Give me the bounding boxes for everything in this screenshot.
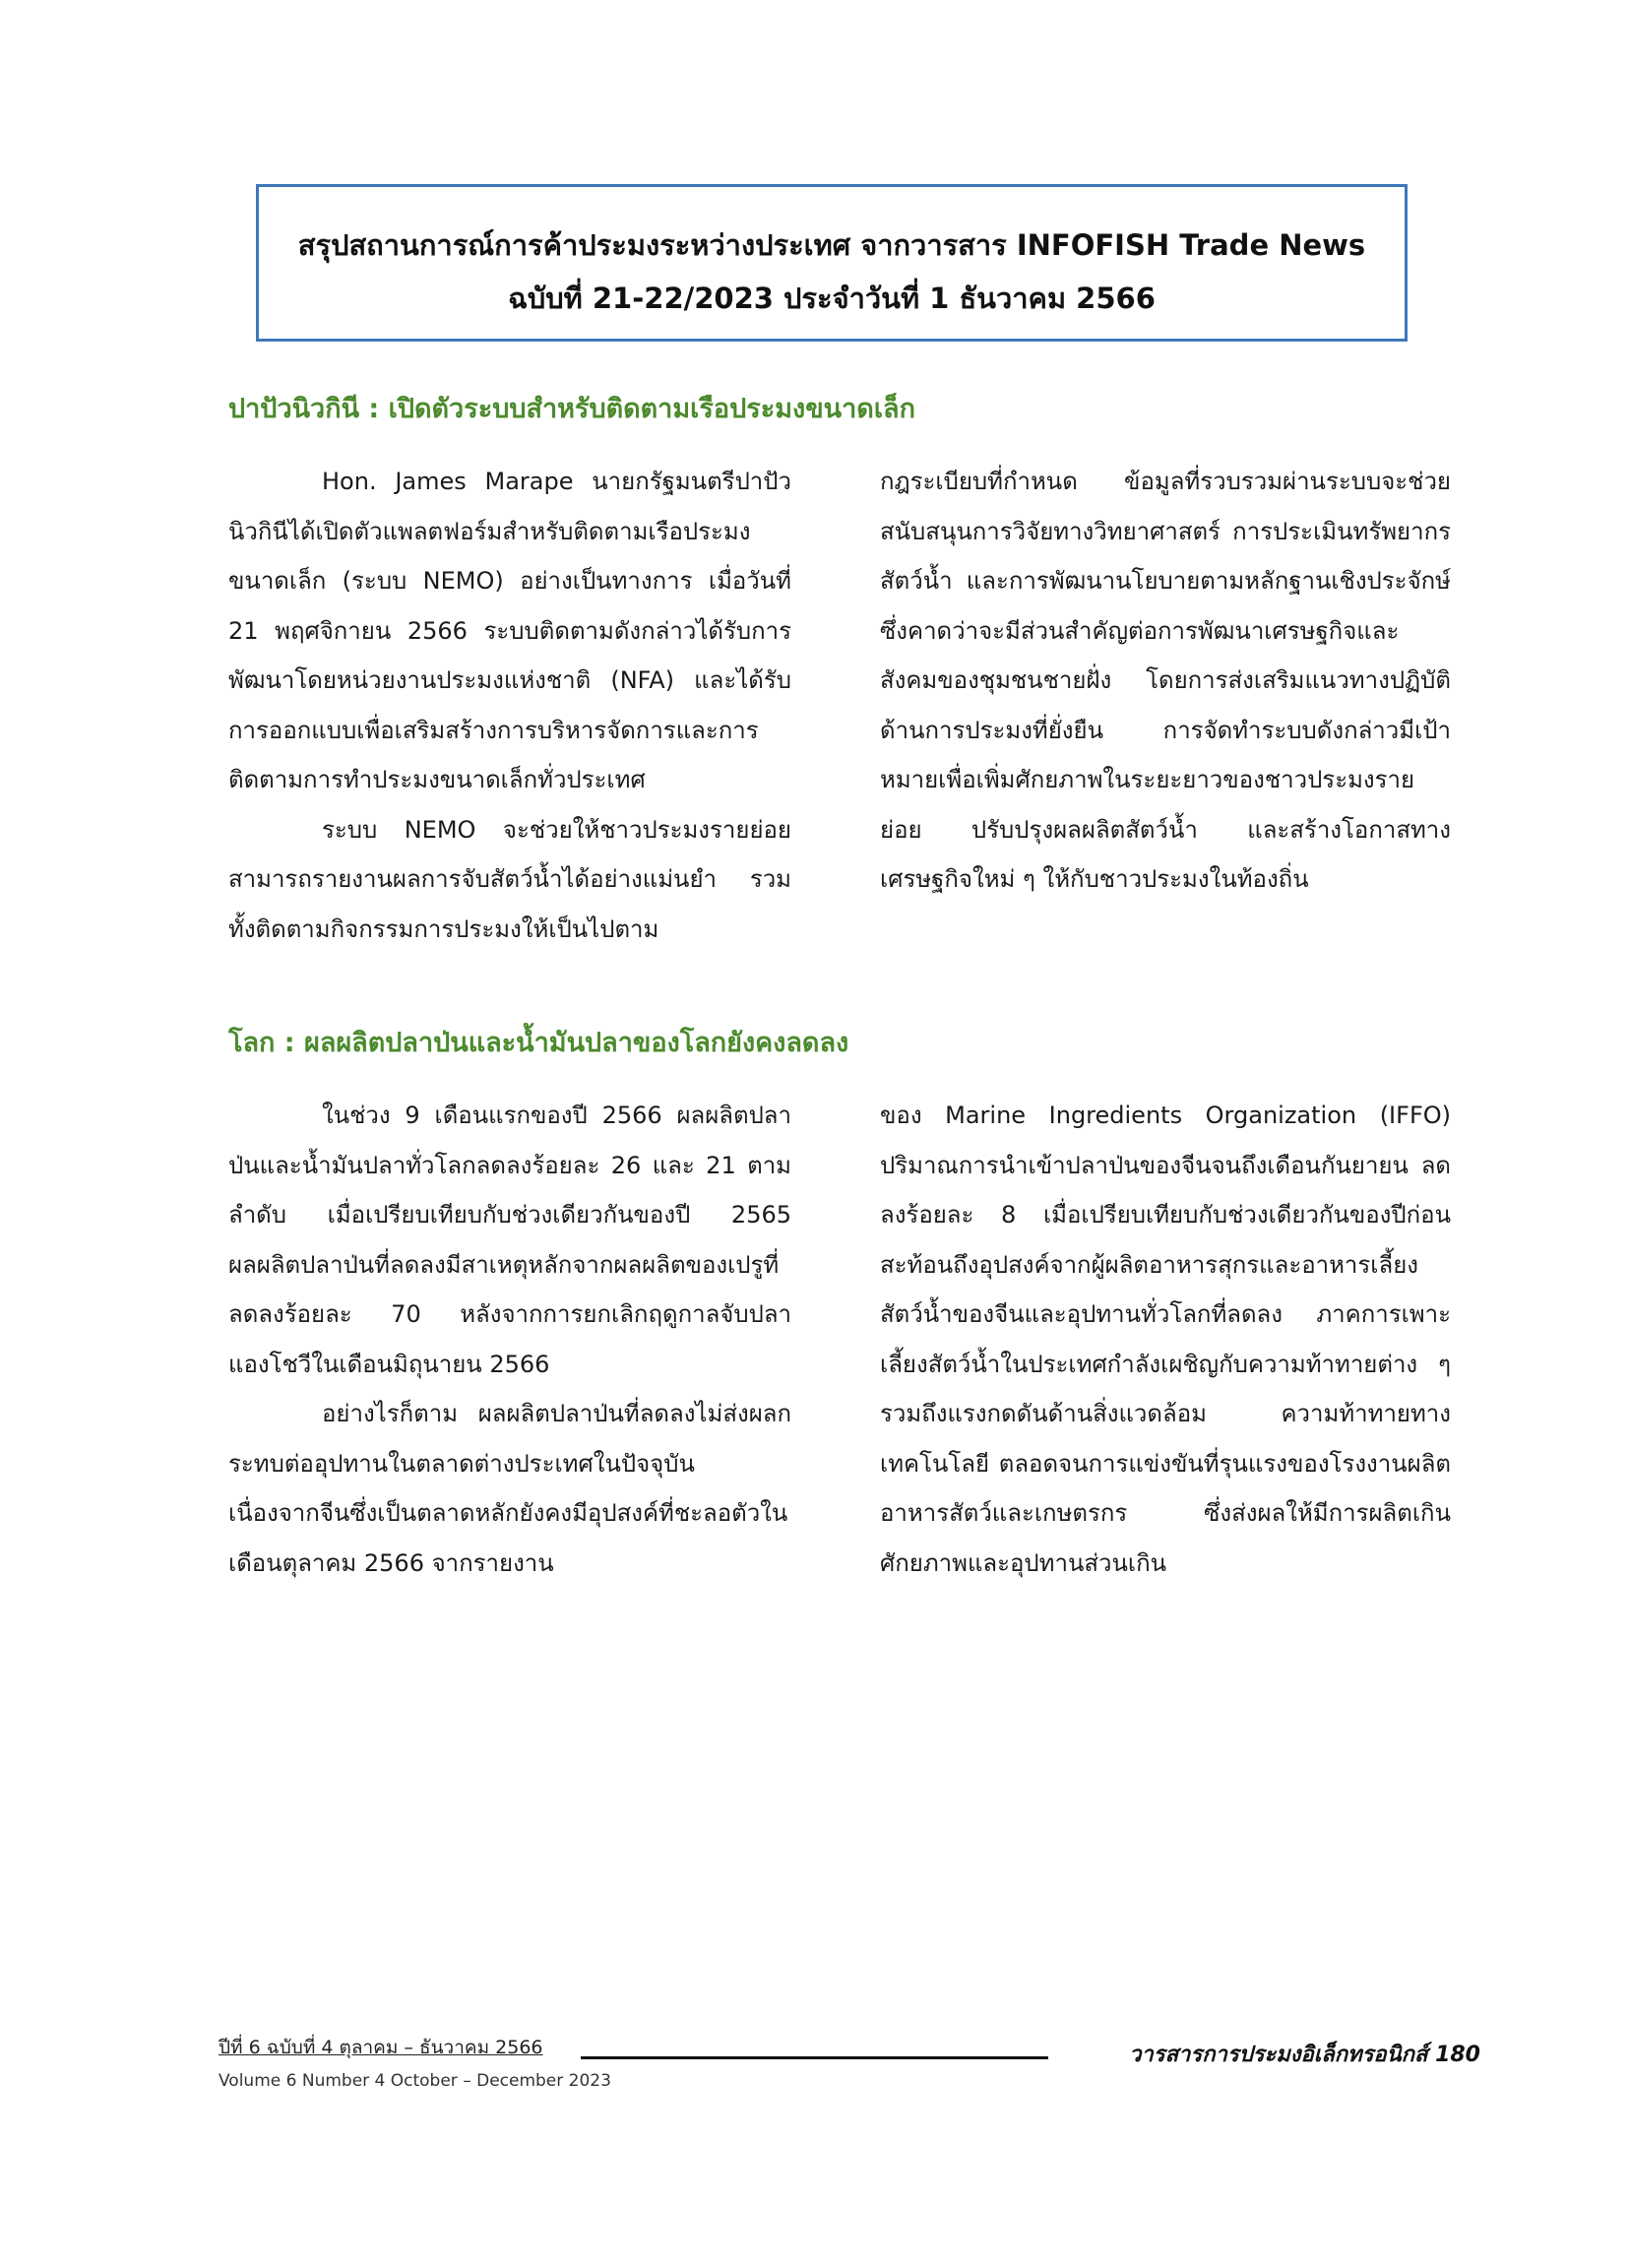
paragraph: กฎระเบียบที่กำหนด ข้อมูลที่รวบรวมผ่านระบบจะช่วยสนับสนุนการวิจัยทางวิทยาศาสตร์ การประเมินทรัพยากรสัตว์น้ำ และการพัฒนานโยบายตามหลักฐานเชิงประจักษ์ ซึ่งคาดว่าจะมีส่วนสำคัญต่อการพัฒนาเศรษฐกิจและสังคมของชุมชนชายฝั่ง โดยการส่งเสริมแนวทางปฏิบัติด้านการประมงที่ยั่งยืน การจัดทำระบบดังกล่าวมีเป้าหมายเพื่อเพิ่มศักยภาพในระยะยาวของชาวประมงรายย่อย ปรับปรุงผลผลิตสัตว์น้ำ และสร้างโอกาสทางเศรษฐกิจใหม่ ๆ ให้กับชาวประมงในท้องถิ่น xyxy=(880,468,1451,893)
footer-issue-thai: ปีที่ 6 ฉบับที่ 4 ตุลาคม – ธันวาคม 2566 xyxy=(219,2037,543,2058)
paragraph: Hon. James Marape นายกรัฐมนตรีปาปัวนิวกินีได้เปิดตัวแพลตฟอร์มสำหรับติดตามเรือประมงขนาดเล็ก (ระบบ NEMO) อย่างเป็นทางการ เมื่อวันที่ 21 พฤศจิกายน 2566 ระบบติดตามดังกล่าวได้รับการพัฒนาโดยหน่วยงานประมงแห่งชาติ (NFA) และได้รับการออกแบบเพื่อเสริมสร้างการบริหารจัดการและการติดตามการทำประมงขนาดเล็กทั่วประเทศ xyxy=(228,468,791,793)
section-papua-new-guinea xyxy=(228,386,1451,943)
paragraph: ระบบ NEMO จะช่วยให้ชาวประมงรายย่อยสามารถรายงานผลการจับสัตว์น้ำได้อย่างแม่นยำ รวมทั้งติดตามกิจกรรมการประมงให้เป็นไปตาม xyxy=(228,815,791,943)
paragraph: ในช่วง 9 เดือนแรกของปี 2566 ผลผลิตปลาป่นและน้ำมันปลาทั่วโลกลดลงร้อยละ 26 และ 21 ตามลำดับ เมื่อเปรียบเทียบกับช่วงเดียวกันของปี 2565 ผลผลิตปลาป่นที่ลดลงมีสาเหตุหลักจากผลผลิตของเปรูที่ลดลงร้อยละ 70 หลังจากการยกเลิกฤดูกาลจับปลาแองโชวีในเดือนมิถุนายน 2566 xyxy=(228,1102,791,1378)
section-heading: ปาปัวนิวกินี : เปิดตัวระบบสำหรับติดตามเรือประมงขนาดเล็ก xyxy=(228,394,915,424)
page-number: 180 xyxy=(1435,2043,1480,2067)
footer-journal xyxy=(1129,2037,1480,2071)
left-column xyxy=(228,1091,791,1588)
footer-issue-info xyxy=(219,2034,611,2095)
footer-divider xyxy=(581,2056,1048,2059)
right-column xyxy=(880,1091,1451,1588)
journal-name: วารสารการประมงอิเล็กทรอนิกส์ xyxy=(1129,2043,1428,2067)
right-column xyxy=(880,457,1451,905)
title-box xyxy=(256,184,1408,342)
section-world xyxy=(228,1020,1451,1577)
title-line-2: ฉบับที่ 21-22/2023 ประจำวันที่ 1 ธันวาคม 2566 xyxy=(508,282,1156,315)
left-column xyxy=(228,457,791,954)
title-line-1: สรุปสถานการณ์การค้าประมงระหว่างประเทศ จากวารสาร INFOFISH Trade News xyxy=(297,228,1366,262)
paragraph: อย่างไรก็ตาม ผลผลิตปลาป่นที่ลดลงไม่ส่งผลกระทบต่ออุปทานในตลาดต่างประเทศในปัจจุบัน เนื่องจากจีนซึ่งเป็นตลาดหลักยังคงมีอุปสงค์ที่ชะลอตัวในเดือนตุลาคม 2566 จากรายงาน xyxy=(228,1400,791,1577)
paragraph: ของ Marine Ingredients Organization (IFFO) ปริมาณการนำเข้าปลาป่นของจีนจนถึงเดือนกันยายน ลดลงร้อยละ 8 เมื่อเปรียบเทียบกับช่วงเดียวกันของปีก่อน สะท้อนถึงอุปสงค์จากผู้ผลิตอาหารสุกรและอาหารเลี้ยงสัตว์น้ำของจีนและอุปทานทั่วโลกที่ลดลง ภาคการเพาะเลี้ยงสัตว์น้ำในประเทศกำลังเผชิญกับความท้าทายต่าง ๆ รวมถึงแรงกดดันด้านสิ่งแวดล้อม ความท้าทายทางเทคโนโลยี ตลอดจนการแข่งขันที่รุนแรงของโรงงานผลิตอาหารสัตว์และเกษตรกร ซึ่งส่งผลให้มีการผลิตเกินศักยภาพและอุปทานส่วนเกิน xyxy=(880,1102,1451,1577)
footer-issue-english: Volume 6 Number 4 October – December 2023 xyxy=(219,2071,611,2091)
section-heading: โลก : ผลผลิตปลาป่นและน้ำมันปลาของโลกยังคงลดลง xyxy=(228,1028,849,1058)
